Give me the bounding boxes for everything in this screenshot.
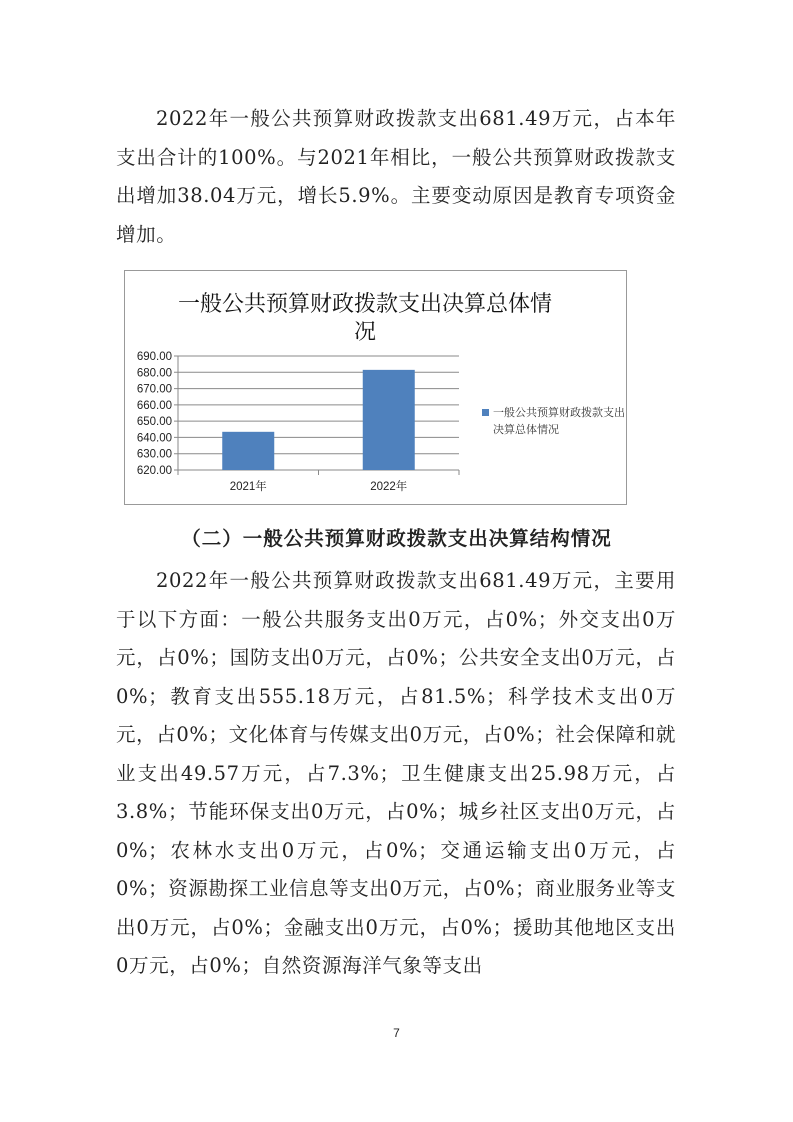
legend-swatch (482, 409, 489, 416)
bar-2021年 (222, 432, 274, 470)
y-tick-label: 650.00 (136, 416, 172, 429)
intro-paragraph: 2022年一般公共预算财政拨款支出681.49万元，占本年支出合计的100%。与2021年相比，一般公共预算财政拨款支出增加38.04万元，增长5.9%。主要变动原因是教育专项资金增加。 (116, 107, 676, 246)
y-tick-label: 690.00 (136, 351, 172, 363)
y-tick-label: 620.00 (136, 465, 172, 477)
chart-container (124, 270, 627, 505)
chart-title-line-2: 况 (353, 320, 377, 345)
y-axis-ticks (137, 351, 172, 477)
x-axis-ticks (178, 470, 459, 493)
legend-label-line-1: 一般公共预算财政拨款支出 (493, 406, 625, 419)
bar-chart (125, 271, 628, 506)
structure-paragraph: 2022年一般公共预算财政拨款支出681.49万元，主要用于以下方面：一般公共服务支出0万元，占0%；外交支出0万元，占0%；国防支出0万元，占0%；公共安全支出0万元，占0%；教育支出555.18万元，占81.5%；科学技术支出0万元，占0%；文化体育与传媒支出0万元，占0%；社会保障和就业支出49.57万元，占7.3%；卫生健康支出25.98万元，占3.8%；节能环保支出0万元，占0%；城乡社区支出0万元，占0%；农林水支出0万元，占0%；交通运输支出0万元，占0%；资源勘探工业信息等支出0万元，占0%；商业服务业等支出0万元，占0%；金融支出0万元，占0%；援助其他地区支出0万元，占0%；自然资源海洋气象等支出 (116, 569, 676, 977)
x-tick-label: 2021年 (229, 481, 267, 493)
chart-title-line-1: 一般公共预算财政拨款支出决算总体情 (177, 292, 553, 317)
legend-label-line-2: 决算总体情况 (493, 423, 559, 436)
y-tick-label: 630.00 (136, 448, 172, 461)
bar-2022年 (363, 370, 415, 470)
y-tick-label: 670.00 (136, 383, 172, 396)
legend (482, 405, 625, 436)
y-tick-label: 660.00 (136, 399, 172, 412)
x-tick-label: 2022年 (370, 481, 408, 493)
gridlines (174, 356, 459, 470)
section-heading: （二）一般公共预算财政拨款支出决算结构情况 (181, 527, 612, 550)
y-tick-label: 680.00 (136, 367, 172, 380)
page-number: 7 (393, 1026, 400, 1040)
y-tick-label: 640.00 (136, 432, 172, 445)
bars (222, 370, 415, 470)
